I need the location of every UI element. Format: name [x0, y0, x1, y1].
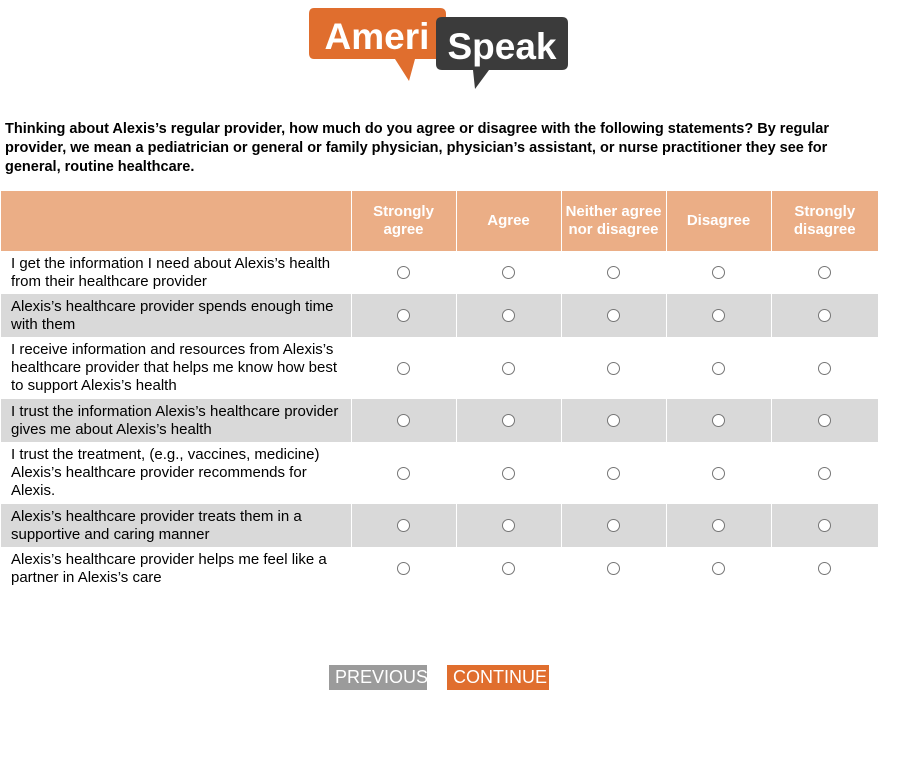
- radio-strongly-disagree[interactable]: [818, 266, 831, 279]
- row-statement: Alexis’s healthcare provider spends enough time with them: [1, 294, 351, 337]
- radio-disagree[interactable]: [712, 467, 725, 480]
- radio-agree[interactable]: [502, 467, 515, 480]
- radio-disagree[interactable]: [712, 309, 725, 322]
- radio-strongly-agree[interactable]: [397, 362, 410, 375]
- col-header-agree: Agree: [456, 191, 561, 251]
- radio-disagree[interactable]: [712, 414, 725, 427]
- logo-ameri-text: Ameri: [324, 16, 430, 57]
- col-header-disagree: Disagree: [666, 191, 771, 251]
- col-header-strongly-disagree: Strongly disagree: [771, 191, 878, 251]
- radio-strongly-disagree[interactable]: [818, 467, 831, 480]
- radio-strongly-disagree[interactable]: [818, 414, 831, 427]
- radio-strongly-agree[interactable]: [397, 467, 410, 480]
- radio-strongly-agree[interactable]: [397, 562, 410, 575]
- row-statement: I get the information I need about Alexis’s health from their healthcare provider: [11, 254, 331, 290]
- radio-neither[interactable]: [607, 467, 620, 480]
- radio-strongly-disagree[interactable]: [818, 519, 831, 532]
- radio-agree[interactable]: [502, 519, 515, 532]
- table-row: [1, 337, 878, 399]
- question-text: Thinking about Alexis’s regular provider, how much do you agree or disagree with the following statements? By regular provider, we mean a pediatrician or general or family physician, physician’s assistant, or nurse practitioner they see for general, routine healthcare.: [5, 121, 829, 175]
- radio-strongly-agree[interactable]: [397, 309, 410, 322]
- grid-header-blank: [1, 191, 351, 251]
- table-row: [1, 399, 878, 442]
- table-row: [1, 294, 878, 337]
- row-statement: Alexis’s healthcare provider treats them in a supportive and caring manner: [1, 504, 351, 547]
- ameri-speak-logo: [309, 6, 571, 92]
- radio-neither[interactable]: [607, 414, 620, 427]
- row-statement: I trust the treatment, (e.g., vaccines, medicine) Alexis’s healthcare provider recommends for Alexis.: [11, 446, 320, 499]
- grid-header-row: [1, 191, 878, 251]
- radio-agree[interactable]: [502, 414, 515, 427]
- table-row: [1, 504, 878, 547]
- col-header-strongly-agree: Strongly agree: [351, 191, 456, 251]
- radio-strongly-agree[interactable]: [397, 519, 410, 532]
- radio-neither[interactable]: [607, 362, 620, 375]
- col-header-neither: Neither agree nor disagree: [561, 191, 666, 251]
- radio-disagree[interactable]: [712, 266, 725, 279]
- radio-disagree[interactable]: [712, 562, 725, 575]
- radio-strongly-disagree[interactable]: [818, 362, 831, 375]
- table-row: [1, 251, 878, 294]
- radio-agree[interactable]: [502, 266, 515, 279]
- radio-strongly-disagree[interactable]: [818, 562, 831, 575]
- radio-agree[interactable]: [502, 562, 515, 575]
- radio-agree[interactable]: [502, 362, 515, 375]
- radio-strongly-disagree[interactable]: [818, 309, 831, 322]
- radio-agree[interactable]: [502, 309, 515, 322]
- likert-grid: [1, 191, 878, 590]
- radio-disagree[interactable]: [712, 362, 725, 375]
- row-statement: I receive information and resources from Alexis’s healthcare provider that helps me know how best to support Alexis’s health: [11, 341, 338, 394]
- continue-button[interactable]: CONTINUE: [447, 665, 549, 690]
- radio-neither[interactable]: [607, 266, 620, 279]
- row-statement: I trust the information Alexis’s healthcare provider gives me about Alexis’s health: [1, 399, 351, 442]
- previous-button[interactable]: PREVIOUS: [329, 665, 427, 690]
- table-row: [1, 547, 878, 590]
- radio-neither[interactable]: [607, 562, 620, 575]
- radio-strongly-agree[interactable]: [397, 266, 410, 279]
- radio-neither[interactable]: [607, 519, 620, 532]
- table-row: [1, 442, 878, 504]
- logo-speak-text: Speak: [447, 26, 557, 67]
- radio-strongly-agree[interactable]: [397, 414, 410, 427]
- radio-neither[interactable]: [607, 309, 620, 322]
- radio-disagree[interactable]: [712, 519, 725, 532]
- row-statement: Alexis’s healthcare provider helps me feel like a partner in Alexis’s care: [11, 550, 327, 586]
